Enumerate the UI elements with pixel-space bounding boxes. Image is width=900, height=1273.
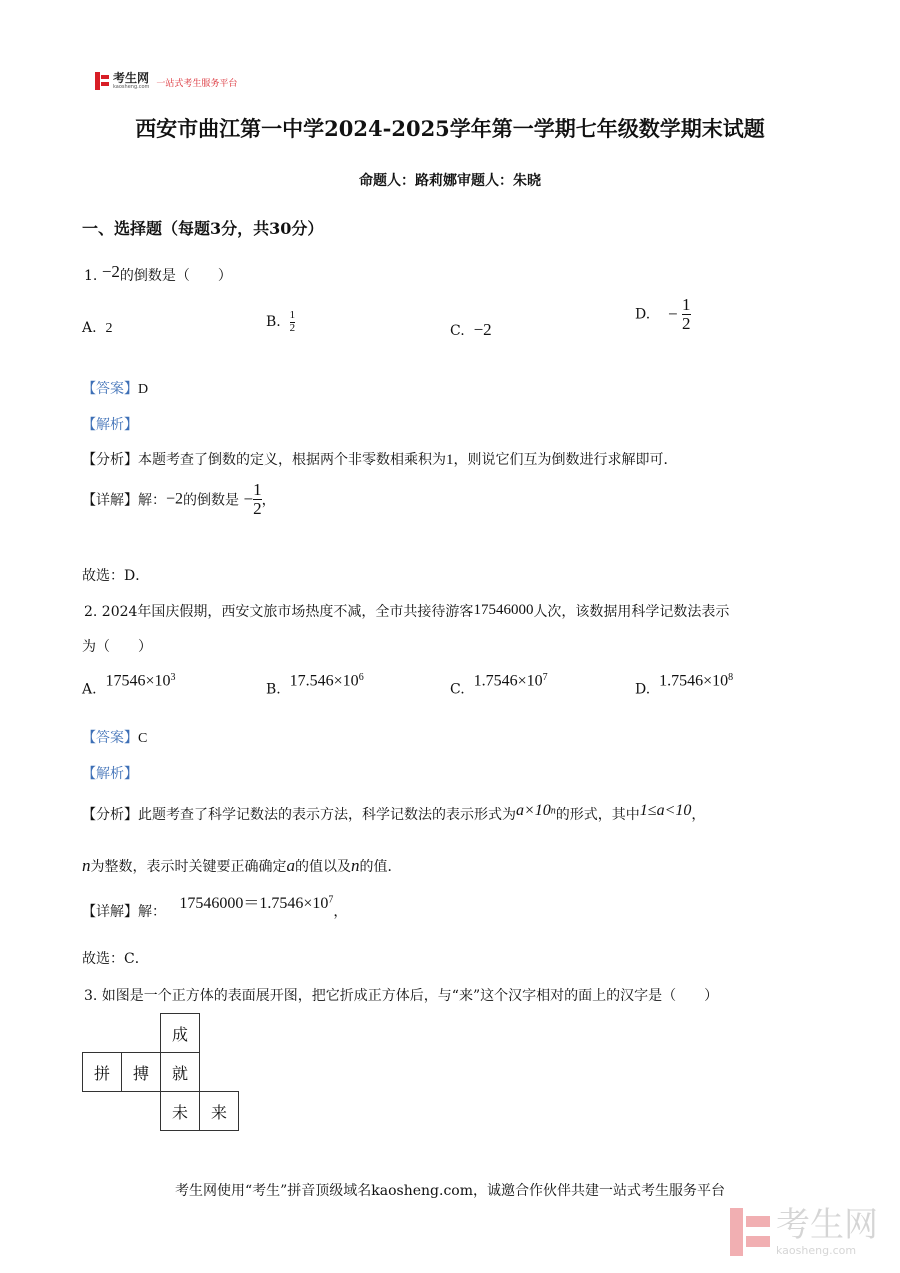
cube-face: 来 bbox=[200, 1092, 239, 1131]
analysis-math: a×10 bbox=[516, 802, 551, 819]
fraction-den: 2 bbox=[253, 498, 262, 518]
option-label: A. bbox=[82, 681, 97, 698]
detail-tag: 【详解】 bbox=[82, 904, 138, 920]
q1-stem bbox=[84, 262, 232, 285]
analysis-tag: 【分析】 bbox=[82, 807, 138, 823]
detail-text: ， bbox=[333, 904, 348, 920]
logo-brand: 考生网 bbox=[113, 71, 150, 85]
option-label: B. bbox=[266, 681, 281, 698]
cube-face: 成 bbox=[161, 1014, 200, 1053]
fraction bbox=[290, 310, 296, 334]
q1-detail bbox=[82, 481, 276, 518]
option-label: C. bbox=[450, 681, 465, 698]
option-exp: 3 bbox=[170, 672, 176, 683]
answer-tag: 【答案】 bbox=[82, 381, 138, 397]
watermark-brand: 考生网 bbox=[776, 1205, 878, 1245]
detail-text: 的倒数是 bbox=[183, 492, 240, 509]
logo-text bbox=[113, 72, 149, 90]
analysis-text: ， bbox=[691, 807, 706, 823]
analysis-text: 的值． bbox=[359, 859, 402, 875]
option-value: 1.7546×10 bbox=[659, 672, 729, 690]
q2-stem bbox=[84, 601, 729, 621]
answer-value: C bbox=[138, 731, 148, 746]
option-exp: 6 bbox=[358, 672, 364, 683]
q2-answer bbox=[82, 727, 147, 747]
q2-option-d bbox=[635, 672, 733, 698]
q2-option-b bbox=[266, 672, 364, 698]
cube-face: 搏 bbox=[122, 1053, 161, 1092]
analysis-text: 本题考查了倒数的定义，根据两个非零数相乘积为 bbox=[138, 452, 446, 468]
authors-line: 命题人：路莉娜审题人：朱晓 bbox=[359, 173, 541, 189]
option-sign: − bbox=[668, 304, 678, 324]
analysis-text: 的值以及 bbox=[295, 859, 351, 875]
q2-jiexi: 【解析】 bbox=[82, 766, 138, 782]
q3-stem: 3. 如图是一个正方体的表面展开图，把它折成正方体后，与“来”这个汉字相对的面上的汉字是（ ） bbox=[84, 988, 719, 1004]
q2-choice: 故选：C． bbox=[82, 951, 149, 967]
watermark-text bbox=[776, 1206, 878, 1257]
section-heading: 一、选择题（每题3分，共30分） bbox=[82, 219, 324, 238]
option-exp: 8 bbox=[728, 672, 734, 683]
logo-icon bbox=[95, 72, 109, 90]
q2-analysis bbox=[82, 802, 705, 824]
option-exp: 7 bbox=[542, 672, 548, 683]
q1-number: 1. bbox=[84, 268, 98, 284]
q2-stem-cont: 为（ ） bbox=[82, 639, 152, 655]
option-value: 1.7546×10 bbox=[473, 672, 543, 690]
analysis-math: n bbox=[82, 856, 91, 875]
option-value: −2 bbox=[473, 320, 492, 339]
logo-slogan: 一站式考生服务平台 bbox=[156, 78, 238, 89]
option-label: A. bbox=[82, 320, 97, 336]
q2-option-c bbox=[450, 672, 548, 698]
fraction-num: 1 bbox=[253, 480, 262, 499]
analysis-text: 此题考查了科学记数法的表示方法，科学记数法的表示形式为 bbox=[138, 807, 516, 823]
logo-url: kaosheng.com bbox=[113, 84, 150, 90]
analysis-math-exp: n bbox=[550, 805, 556, 817]
q1-stem-math: −2 bbox=[101, 262, 120, 281]
q1-answer bbox=[82, 378, 148, 398]
watermark-logo-icon bbox=[730, 1208, 770, 1256]
cube-face: 拼 bbox=[83, 1053, 122, 1092]
detail-tag: 【详解】 bbox=[82, 492, 138, 509]
fraction-den: 2 bbox=[289, 321, 296, 334]
analysis-math: 1≤a<10 bbox=[639, 802, 692, 819]
detail-exp: 7 bbox=[328, 894, 334, 906]
fraction bbox=[253, 481, 262, 518]
watermark-url: kaosheng.com bbox=[776, 1244, 857, 1257]
q2-detail bbox=[82, 890, 347, 921]
q2-stem-math: 17546000 bbox=[473, 602, 534, 618]
q1-option-d bbox=[635, 296, 691, 333]
q1-option-b bbox=[266, 310, 295, 334]
fraction bbox=[682, 296, 691, 333]
cube-face: 就 bbox=[161, 1053, 200, 1092]
q1-jiexi: 【解析】 bbox=[82, 417, 138, 433]
q2-option-a bbox=[82, 672, 176, 698]
detail-math: 17546000＝1.7546×10 bbox=[179, 895, 329, 912]
option-value: 17546×10 bbox=[105, 672, 171, 690]
detail-text: 解： bbox=[138, 904, 166, 920]
cube-net-diagram bbox=[82, 1013, 239, 1131]
cube-face: 未 bbox=[161, 1092, 200, 1131]
q1-choice: 故选：D． bbox=[82, 568, 150, 584]
option-value: 17.546×10 bbox=[289, 672, 359, 690]
detail-text: 解： bbox=[138, 492, 166, 509]
q1-option-a bbox=[82, 320, 112, 337]
option-label: B. bbox=[266, 314, 281, 331]
option-label: D. bbox=[635, 306, 651, 323]
q2-stem-text: 2. 2024年国庆假期，西安文旅市场热度不减，全市共接待游客 bbox=[84, 604, 474, 620]
q2-stem-text: 人次，该数据用科学记数法表示 bbox=[533, 604, 730, 620]
fraction-num: 1 bbox=[289, 309, 296, 321]
page-title: 西安市曲江第一中学2024-2025学年第一学期七年级数学期末试题 bbox=[135, 116, 765, 141]
q1-analysis bbox=[82, 449, 678, 469]
detail-math: −2 bbox=[166, 490, 184, 508]
analysis-math: a bbox=[286, 856, 295, 875]
answer-tag: 【答案】 bbox=[82, 730, 138, 746]
header-logo bbox=[95, 72, 237, 90]
option-label: C. bbox=[450, 323, 465, 339]
q1-stem-text: 的倒数是（ ） bbox=[119, 268, 232, 284]
watermark bbox=[730, 1206, 878, 1257]
analysis-text: ，则说它们互为倒数进行求解即可． bbox=[453, 452, 678, 468]
analysis-math: n bbox=[351, 856, 360, 875]
analysis-tag: 【分析】 bbox=[82, 452, 138, 468]
answer-value: D bbox=[138, 382, 149, 397]
detail-sign: − bbox=[243, 489, 254, 509]
fraction-den: 2 bbox=[682, 313, 691, 333]
option-value: 2 bbox=[105, 321, 113, 336]
analysis-math: 1 bbox=[446, 452, 454, 468]
page-footer: 考生网使用“考生”拼音顶级域名kaosheng.com，诚邀合作伙伴共建一站式考生服务平台 bbox=[174, 1183, 726, 1199]
option-label: D. bbox=[635, 681, 651, 698]
q1-option-c bbox=[450, 320, 492, 340]
q2-analysis-cont bbox=[82, 856, 402, 876]
analysis-text: 为整数，表示时关键要正确确定 bbox=[90, 859, 287, 875]
analysis-text: 的形式，其中 bbox=[555, 807, 640, 823]
fraction-num: 1 bbox=[682, 295, 691, 314]
detail-text: ， bbox=[261, 492, 276, 509]
